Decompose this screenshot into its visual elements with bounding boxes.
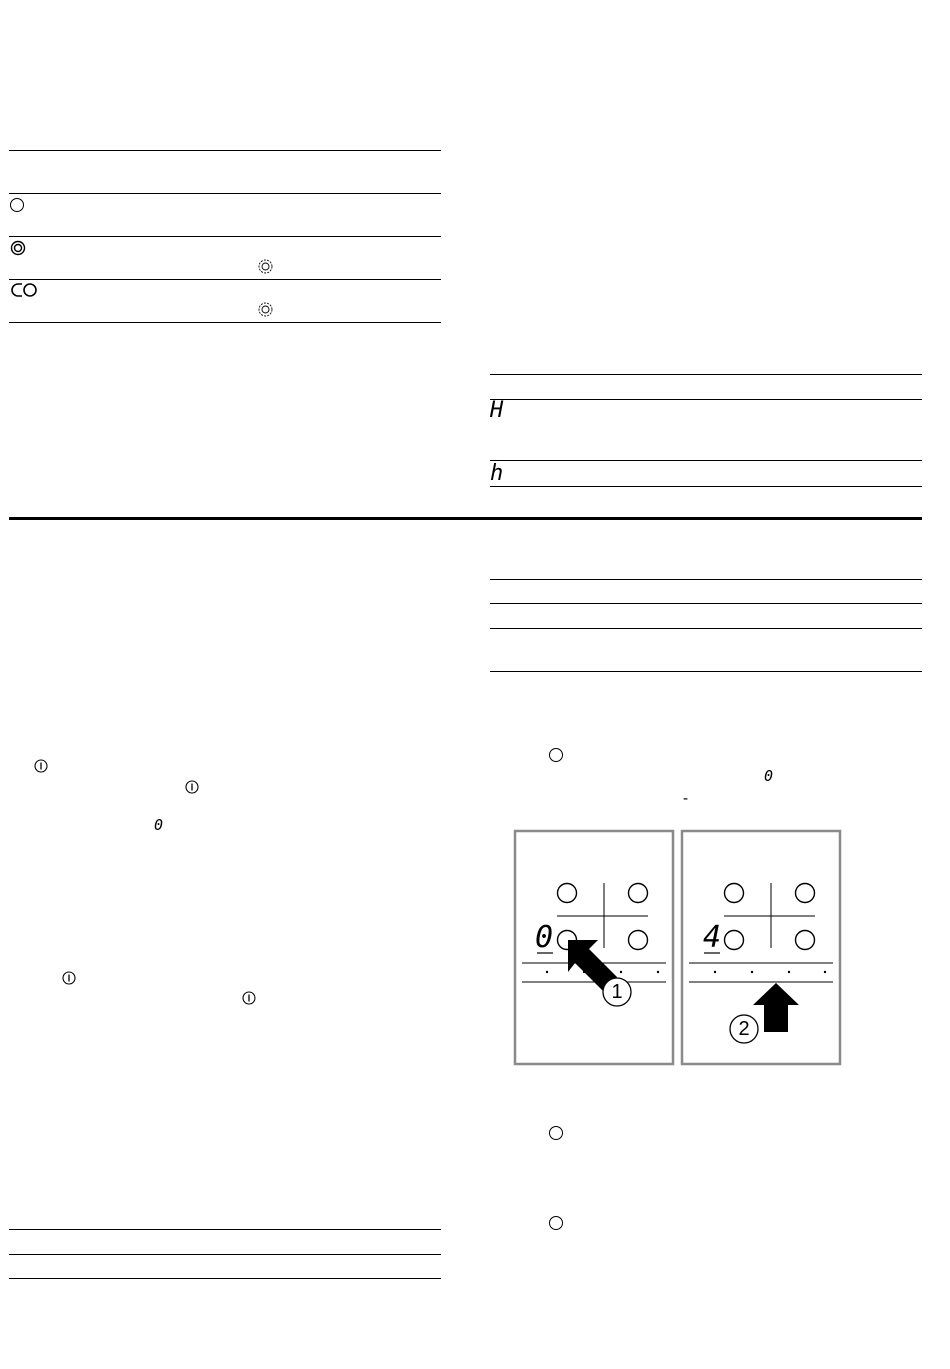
hotplate-icon	[549, 1126, 563, 1140]
hotplate-icon	[549, 748, 563, 762]
table-rule	[9, 1254, 441, 1255]
panel-2-display: 4	[703, 920, 722, 955]
power-icon	[34, 759, 48, 773]
section-divider	[9, 517, 922, 520]
table-rule	[490, 603, 922, 604]
power-icon	[185, 780, 199, 794]
single-zone-icon	[10, 198, 24, 212]
control-panel-figure	[510, 828, 846, 1068]
display-lower-h: h	[490, 461, 504, 486]
display-zero: 0	[764, 767, 774, 785]
power-icon	[242, 991, 256, 1005]
display-dash: -	[681, 789, 691, 807]
panel-1-display: 0	[535, 920, 554, 955]
table-rule	[490, 399, 922, 400]
table-rule-top	[9, 1229, 441, 1230]
extendable-zone-icon	[258, 302, 273, 317]
table-rule	[9, 193, 441, 194]
table-rule-top	[490, 374, 922, 375]
display-upper-h: H	[490, 398, 504, 423]
table-rule-top	[9, 150, 441, 151]
table-rule	[9, 236, 441, 237]
table-rule-top	[490, 579, 922, 580]
table-rule-bottom	[9, 1278, 441, 1279]
bridge-zone-icon	[10, 282, 40, 298]
extendable-zone-icon	[258, 259, 273, 274]
double-ring-icon	[10, 240, 26, 256]
table-rule	[9, 279, 441, 280]
callout-2-label: 2	[738, 1018, 750, 1040]
table-rule-bottom	[9, 322, 441, 323]
callout-1-label: 1	[611, 981, 623, 1003]
table-rule-bottom	[490, 486, 922, 487]
display-zero: 0	[154, 816, 164, 834]
hotplate-icon	[549, 1216, 563, 1230]
power-icon	[62, 971, 76, 985]
table-rule-bottom	[490, 671, 922, 672]
table-rule	[490, 628, 922, 629]
table-rule	[490, 460, 922, 461]
